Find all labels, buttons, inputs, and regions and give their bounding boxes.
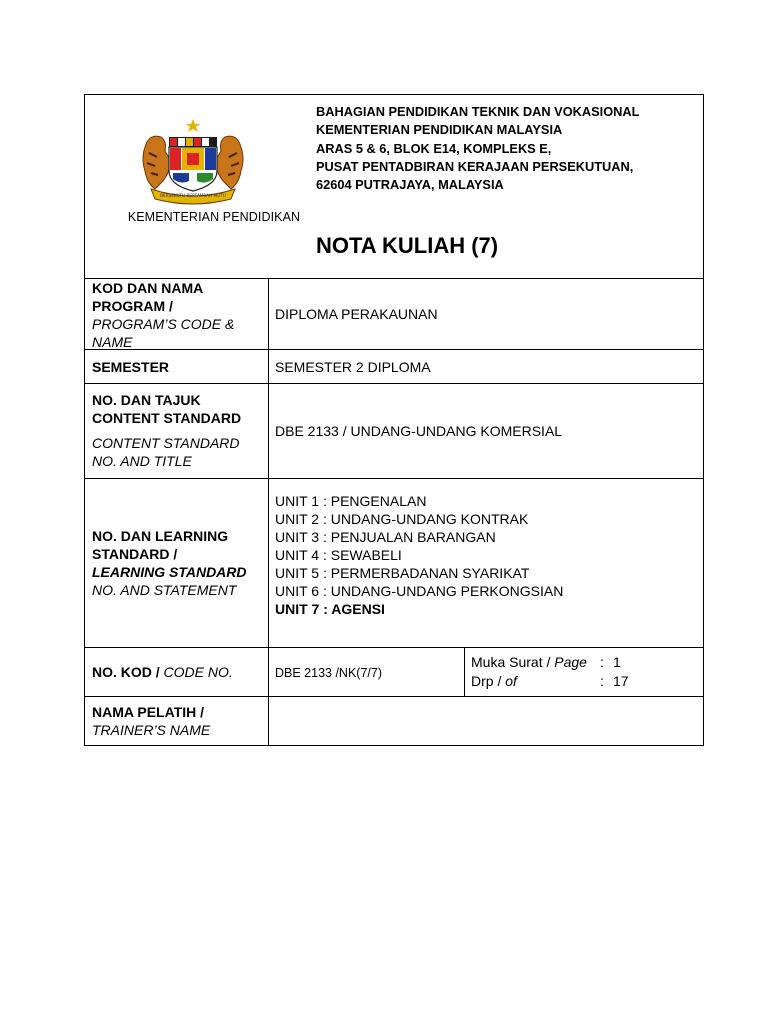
- semester-value: SEMESTER 2 DIPLOMA: [275, 359, 431, 375]
- learning-standard-label: NO. DAN LEARNING STANDARD / LEARNING STANDARD NO. AND STATEMENT: [92, 528, 247, 598]
- address-line: ARAS 5 & 6, BLOK E14, KOMPLEKS E,: [316, 140, 552, 156]
- header-cell: [85, 95, 703, 278]
- address-line: 62604 PUTRAJAYA, MALAYSIA: [316, 177, 504, 193]
- institution-address: [316, 103, 639, 194]
- svg-text:BERSEKUTU BERTAMBAH MUTU: BERSEKUTU BERTAMBAH MUTU: [160, 193, 226, 198]
- unit-item: UNIT 3 : PENJUALAN BARANGAN: [275, 529, 496, 545]
- semester-label: SEMESTER: [92, 359, 170, 375]
- unit-item: UNIT 2 : UNDANG-UNDANG KONTRAK: [275, 511, 529, 527]
- address-line: BAHAGIAN PENDIDIKAN TEKNIK DAN VOKASIONAL: [316, 104, 640, 119]
- current-unit: UNIT 7 : AGENSI: [275, 601, 385, 617]
- page-count: Muka Surat / Page : 1 Drp / of : 17: [471, 654, 629, 689]
- unit-item: UNIT 6 : UNDANG-UNDANG PERKONGSIAN: [275, 583, 564, 599]
- program-value: DIPLOMA PERAKAUNAN: [275, 306, 438, 322]
- coat-of-arms-icon: [137, 119, 249, 205]
- row-divider: [85, 478, 703, 479]
- program-label: KOD DAN NAMA PROGRAM / PROGRAM’S CODE & NAME: [92, 280, 235, 350]
- logo-caption: KEMENTERIAN PENDIDIKAN: [127, 210, 301, 224]
- page-number: 1: [613, 654, 621, 670]
- content-standard-value: DBE 2133 / UNDANG-UNDANG KOMERSIAL: [275, 423, 563, 439]
- lecture-note-cover-table: [84, 94, 704, 746]
- code-label: NO. KOD / CODE NO.: [92, 664, 233, 680]
- content-standard-label: NO. DAN TAJUK CONTENT STANDARD CONTENT STANDARD NO. AND TITLE: [92, 392, 242, 469]
- code-value: DBE 2133 /NK(7/7): [275, 666, 382, 680]
- row-divider: [85, 647, 703, 648]
- row-divider: [85, 383, 703, 384]
- document-title: NOTA KULIAH (7): [316, 233, 499, 258]
- unit-item: UNIT 4 : SEWABELI: [275, 547, 402, 563]
- unit-item: UNIT 5 : PERMERBADANAN SYARIKAT: [275, 565, 530, 581]
- column-divider: [268, 278, 269, 745]
- ministry-logo: [109, 119, 301, 259]
- unit-list: [275, 492, 563, 618]
- trainer-label: NAMA PELATIH / TRAINER’S NAME: [92, 704, 211, 738]
- column-divider: [464, 647, 465, 696]
- address-line: PUSAT PENTADBIRAN KERAJAAN PERSEKUTUAN,: [316, 158, 634, 174]
- address-line: KEMENTERIAN PENDIDIKAN MALAYSIA: [316, 122, 563, 138]
- total-pages: 17: [613, 673, 629, 689]
- row-divider: [85, 696, 703, 697]
- unit-item: UNIT 1 : PENGENALAN: [275, 493, 427, 509]
